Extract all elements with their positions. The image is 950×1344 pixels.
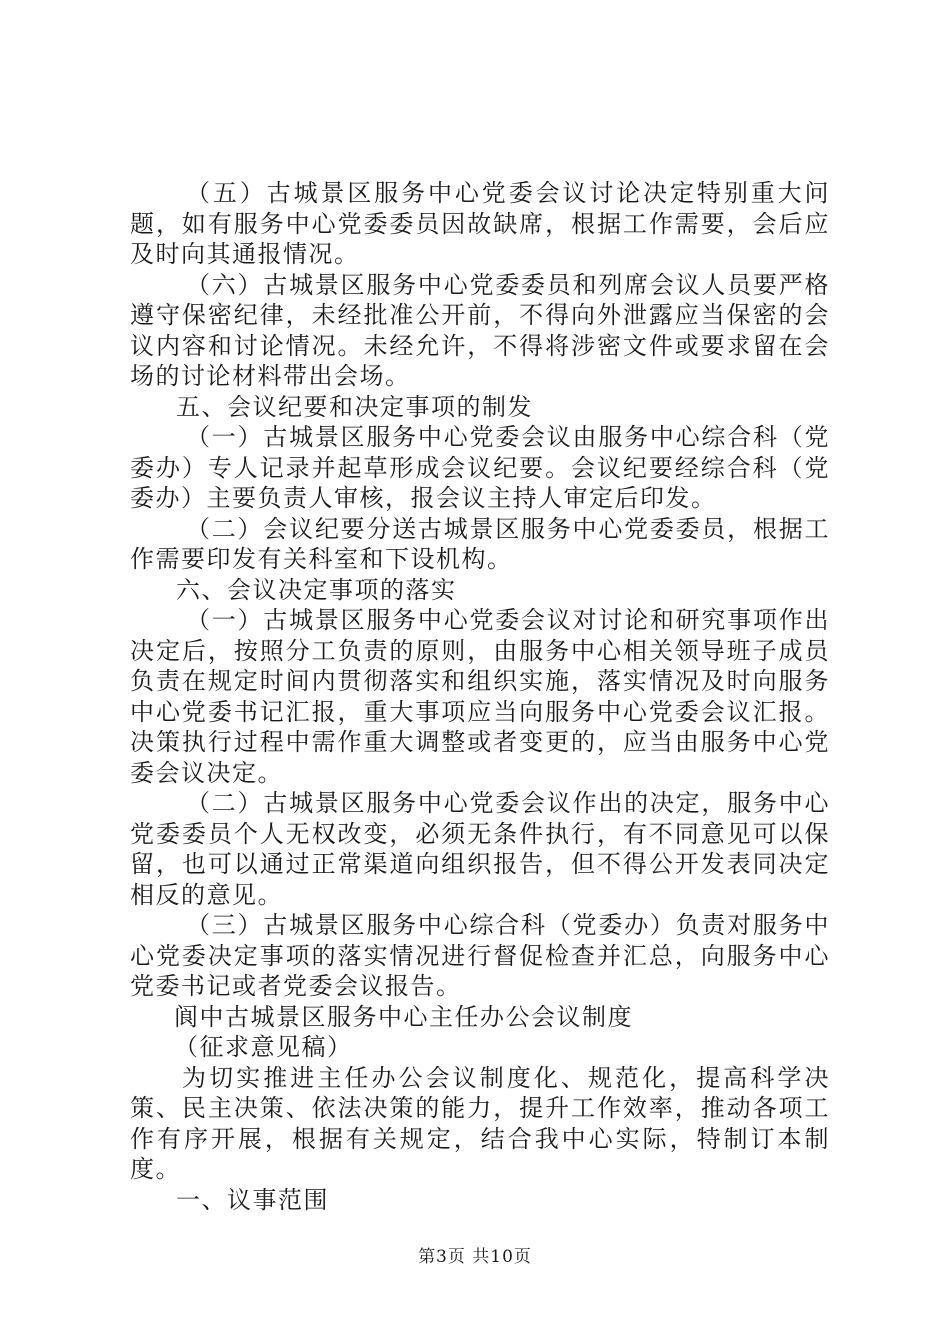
paragraph-5-absence-notice: （五）古城景区服务中心党委会议讨论决定特别重大问题，如有服务中心党委委员因故缺席，根据工作需要，会后应及时向其通报情况。 xyxy=(130,179,830,268)
page-number: 第3页 共10页 xyxy=(418,1247,532,1267)
section-heading-minutes: 五、会议纪要和决定事项的制发 xyxy=(176,392,533,421)
paragraph-6-confidentiality: （六）古城景区服务中心党委委员和列席会议人员要严格遵守保密纪律，未经批准公开前，不得向外泄露应当保密的会议内容和讨论情况。未经允许，不得将涉密文件或要求留在会场的讨论材料带出会场。 xyxy=(130,270,830,390)
paragraph-minutes-distribution: （二）会议纪要分送古城景区服务中心党委委员，根据工作需要印发有关科室和下设机构。 xyxy=(130,514,830,573)
paragraph-purpose: 为切实推进主任办公会议制度化、规范化，提高科学决策、民主决策、依法决策的能力，提升工作效率，推动各项工作有序开展，根据有关规定，结合我中心实际，特制订本制度。 xyxy=(130,1063,830,1183)
paragraph-minutes-drafting: （一）古城景区服务中心党委会议由服务中心综合科（党委办）专人记录并起草形成会议纪要。会议纪要经综合科（党委办）主要负责人审核，报会议主持人审定后印发。 xyxy=(130,423,830,512)
document-subtitle: （征求意见稿） xyxy=(174,1033,353,1061)
paragraph-implementation-supervision: （三）古城景区服务中心综合科（党委办）负责对服务中心党委决定事项的落实情况进行督促检查并汇总，向服务中心党委书记或者党委会议报告。 xyxy=(130,911,830,1000)
paragraph-implementation-binding: （二）古城景区服务中心党委会议作出的决定，服务中心党委委员个人无权改变，必须无条件执行，有不同意见可以保留，也可以通过正常渠道向组织报告，但不得公开发表同决定相反的意见。 xyxy=(130,789,830,909)
document-body xyxy=(130,178,830,1215)
document-title: 阆中古城景区服务中心主任办公会议制度 xyxy=(174,1002,633,1031)
section-heading-implementation: 六、会议决定事项的落实 xyxy=(176,575,457,604)
section-heading-scope: 一、议事范围 xyxy=(176,1185,329,1214)
paragraph-implementation-duties: （一）古城景区服务中心党委会议对讨论和研究事项作出决定后，按照分工负责的原则，由服务中心相关领导班子成员负责在规定时间内贯彻落实和组织实施，落实情况及时向服务中心党委书记汇报，重大事项应当向服务中心党委会议汇报。决策执行过程中需作重大调整或者变更的，应当由服务中心党委会议决定。 xyxy=(130,606,830,787)
